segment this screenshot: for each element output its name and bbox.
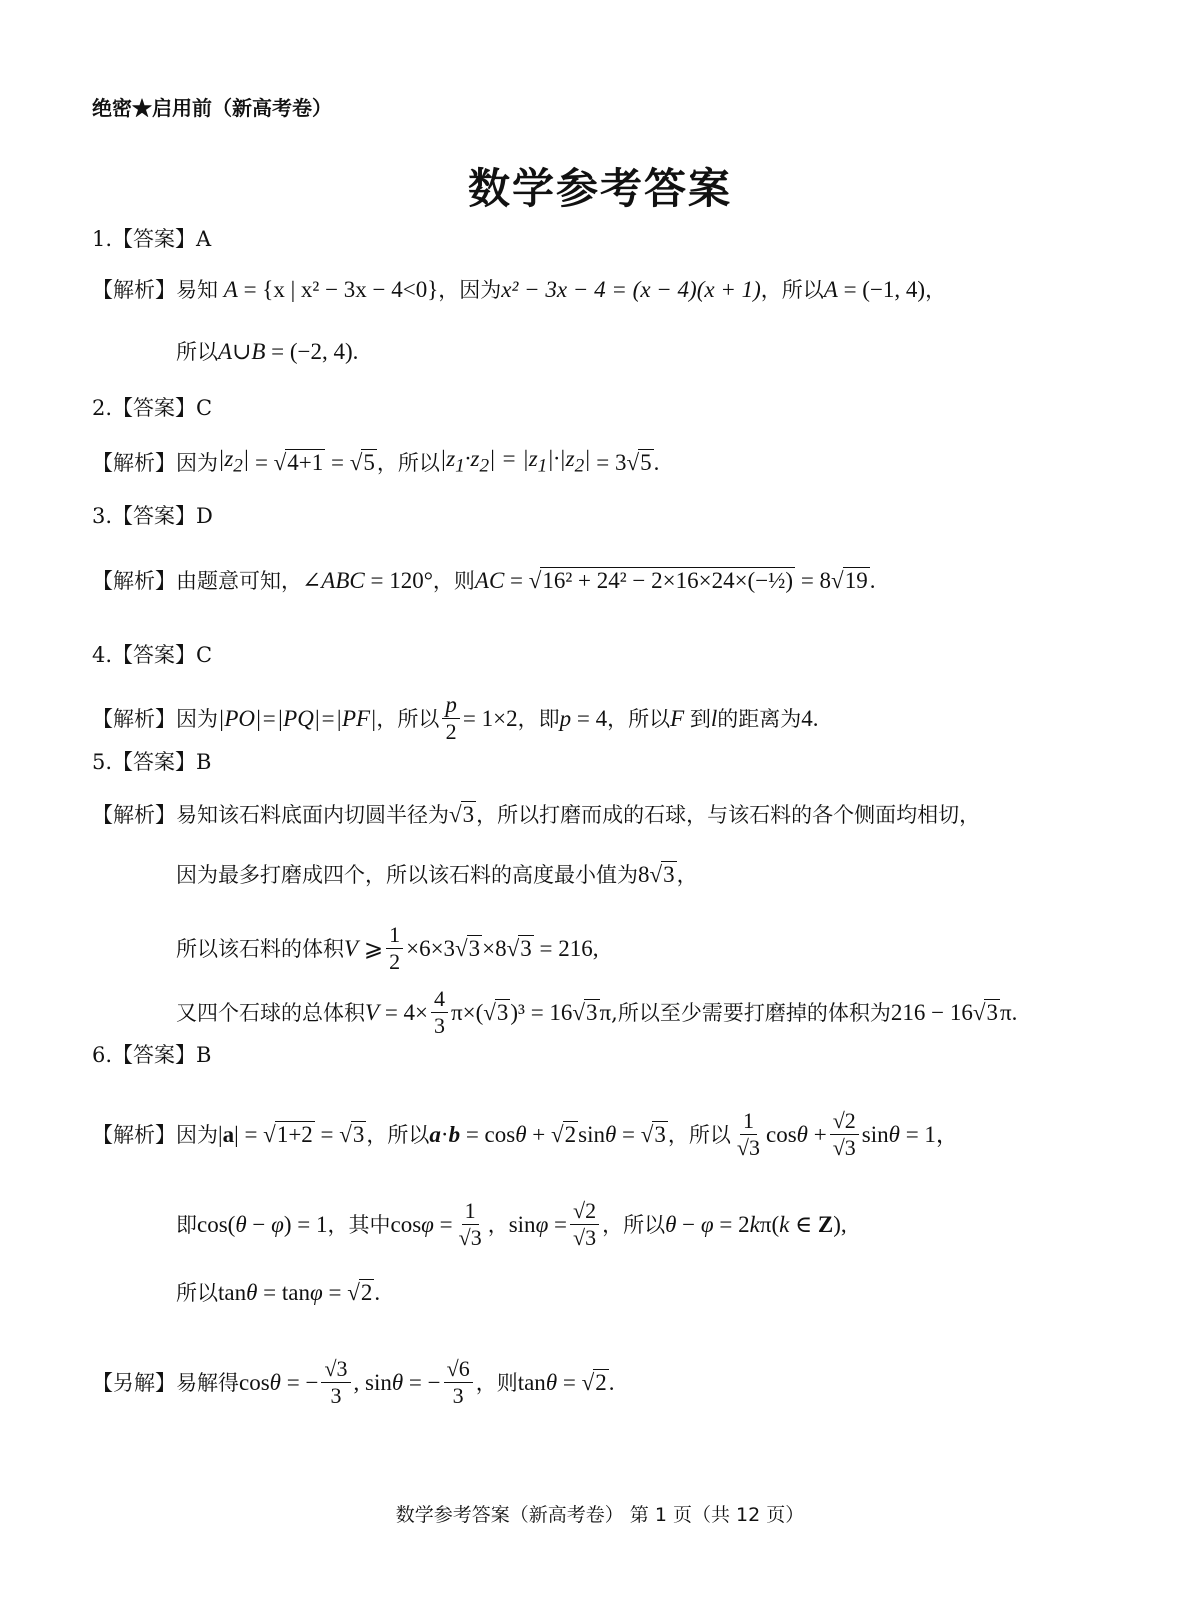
q5-solution-line4: 又四个石球的总体积 V = 4× $\frac{4}{3}$ π×(√3)³ = 16√3π ,所以至少需要打磨掉的体积为 216 − 16√3π.: [176, 986, 1018, 1038]
q2-solution: 【解析】 因为 $|z_2|$ = √4+1 = √5 ，所以 $|z_1\cdot z_2| = |z_1|\cdot|z_2|$ = 3√5.: [92, 446, 660, 477]
q1-solution: 【解析】 易知 A = {x | x² − 3x − 4<0} ，因为 x² − 3x − 4 = (x − 4)(x + 1) ，所以 A = (−1, 4) ，: [92, 277, 947, 302]
page-footer: 数学参考答案（新高考卷） 第 1 页（共 12 页）: [395, 1504, 805, 1526]
q3-solution: 【解析】 由题意可知， ∠ABC = 120° ，则 AC = √16² + 24² − 2×16×24×(−½) = 8√19.: [92, 568, 876, 593]
q5-solution-line3: 所以该石料的体积 V ⩾ $\frac{1}{2}$ ×6×3√3×8√3 = 216,: [176, 922, 599, 974]
q6-alternative-solution: 【另解】 易解得 cosθ = − $\frac{√3}{3}$ , sinθ = − $\frac{√6}{3}$ ，则 tanθ = √2.: [92, 1356, 615, 1408]
q4-answer: 4.【答案】C: [92, 643, 213, 667]
q3-answer: 3.【答案】D: [92, 504, 213, 528]
q5-solution-line2: 因为最多打磨成四个，所以该石料的高度最小值为 8√3 ，: [176, 862, 698, 887]
q1-answer: 1.【答案】A: [92, 227, 212, 251]
q6-solution: 【解析】 因为 |a| = √1+2 = √3 ，所以 a·b = cosθ + √2sinθ = √3 ，所以 $\frac{1}{√3}$ cosθ + $\frac{√2}{√3}$ sinθ = 1，: [92, 1108, 959, 1160]
q4-solution: 【解析】 因为 |PO|=|PQ|=|PF| ，所以 $\frac{p}{2}$ = 1×2 ，即 p = 4 ，所以 F 到 l 的距离为 4.: [92, 692, 819, 744]
q1-solution-line2: 所以 A ∪ B = (−2, 4).: [176, 339, 359, 364]
q5-answer: 5.【答案】B: [92, 750, 212, 774]
page-title: 数学参考答案: [467, 164, 732, 213]
q2-answer: 2.【答案】C: [92, 396, 213, 420]
confidential-header: 绝密★启用前（新高考卷）: [92, 96, 332, 120]
q5-solution: 【解析】 易知该石料底面内切圆半径为 √3 ，所以打磨而成的石球，与该石料的各个侧面均相切，: [92, 802, 981, 827]
q6-answer: 6.【答案】B: [92, 1043, 212, 1067]
q6-solution-line3: 所以 tanθ = tanφ = √2.: [176, 1280, 381, 1305]
q6-solution-line2: 即 cos(θ − φ) = 1 ，其中 cosφ = $\frac{1}{√3}$ ， sinφ = $\frac{√2}{√3}$ ，所以 θ − φ = 2kπ(k ∈ Z),: [176, 1198, 847, 1250]
